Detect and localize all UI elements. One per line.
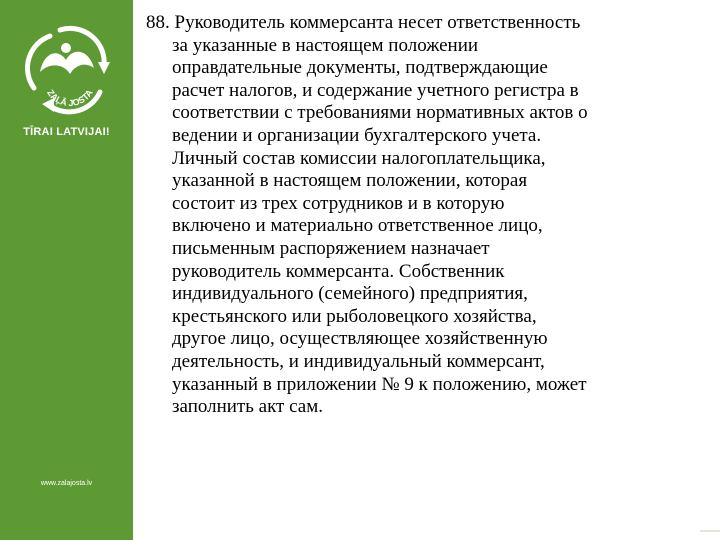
paragraph-line: указанной в настоящем положении, которая	[172, 170, 528, 192]
paragraph-line: ведении и организации бухгалтерского учета.	[172, 124, 542, 146]
paragraph-line: указанный в приложении № 9 к положению, может	[172, 373, 587, 395]
paragraph-line: за указанные в настоящем положении	[172, 34, 479, 56]
main-paragraph	[146, 12, 708, 419]
paragraph-line: другое лицо, осуществляющее хозяйственную	[172, 328, 548, 350]
paragraph-line: 88. Руководитель коммерсанта несет ответственность	[146, 12, 581, 33]
paragraph-line: состоит из трех сотрудников и в которую	[172, 192, 505, 214]
tagline: TĪRAI LATVIJAI!	[23, 126, 110, 138]
paragraph-line: письменным распоряжением назначает	[172, 237, 490, 259]
paragraph-line: расчет налогов, и содержание учетного регистра в	[172, 79, 579, 101]
paragraph-line: включено и материально ответственное лицо,	[172, 215, 543, 237]
brand-sidebar	[0, 0, 133, 540]
paragraph-line: соответствии с требованиями нормативных актов о	[172, 102, 588, 124]
zala-josta-logo-icon	[10, 18, 122, 118]
logo-text: ZAĻĀ JOSTA	[45, 87, 95, 109]
corner-divider	[700, 530, 720, 532]
paragraph-line: заполнить акт сам.	[172, 396, 323, 418]
paragraph-line: индивидуального (семейного) предприятия,	[172, 283, 528, 305]
paragraph-line: Личный состав комиссии налогоплательщика,	[172, 147, 546, 169]
paragraph-line: деятельность, и индивидуальный коммерсант,	[172, 350, 545, 372]
paragraph-line: оправдательные документы, подтверждающие	[172, 57, 548, 79]
paragraph-line: крестьянского или рыболовецкого хозяйства,	[172, 305, 537, 327]
website-url: www.zalajosta.lv	[40, 480, 93, 487]
paragraph-line: руководитель коммерсанта. Собственник	[172, 260, 505, 282]
